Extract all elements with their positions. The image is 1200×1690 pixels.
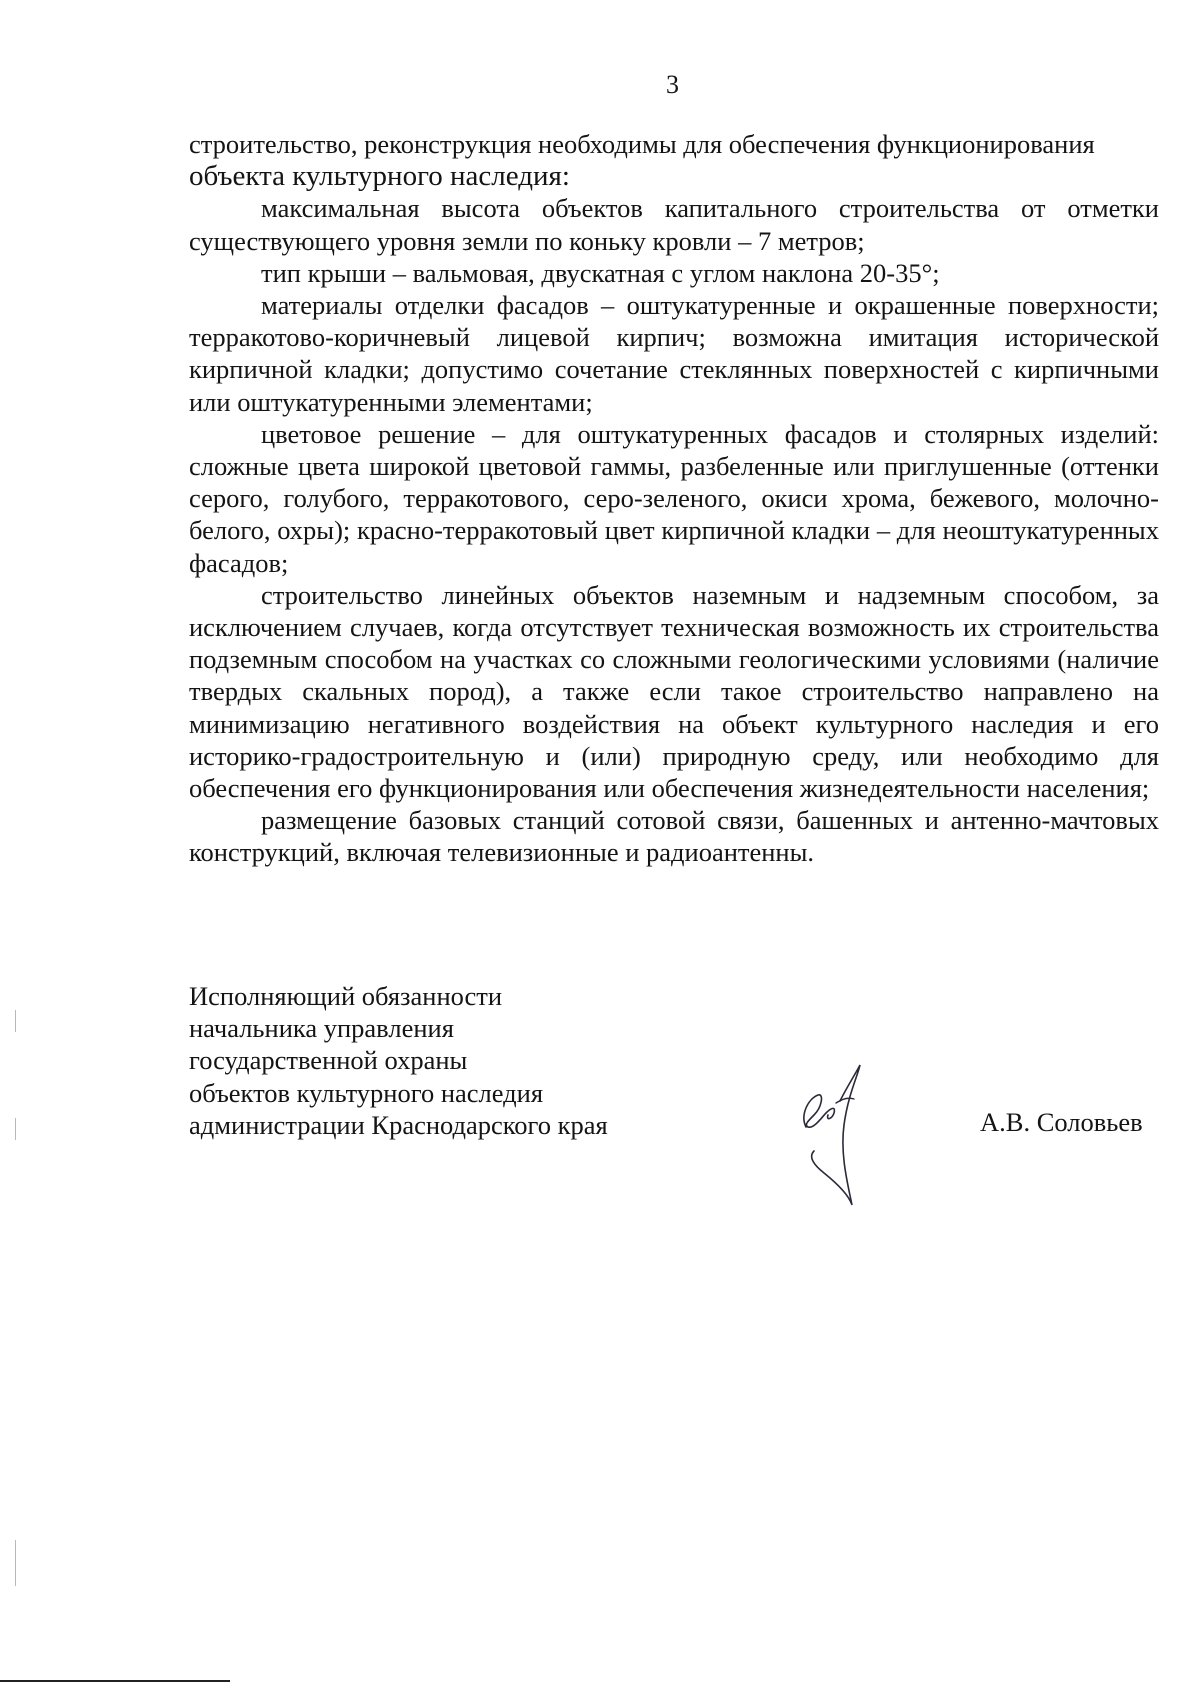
paragraph: размещение базовых станций сотовой связи, башенных и антенно-мачтовых конструкций, включая телевизионные и радиоантенны. bbox=[189, 805, 1159, 868]
document-body bbox=[189, 128, 1159, 869]
margin-mark bbox=[15, 1010, 16, 1032]
signature-title bbox=[189, 980, 608, 1141]
signature-title-line: государственной охраны bbox=[189, 1045, 468, 1076]
signature-title-line: начальника управления bbox=[189, 1013, 454, 1044]
paragraph bbox=[189, 160, 1159, 192]
footer-rule bbox=[0, 1680, 230, 1682]
paragraph: максимальная высота объектов капитального строительства от отметки существующего уровня земли по коньку кровли – 7 метров; bbox=[189, 193, 1159, 256]
paragraph: материалы отделки фасадов – оштукатуренные и окрашенные поверхности; терракотово-коричневый лицевой кирпич; возможна имитация исторической кирпичной кладки; допустимо сочетание стеклянных поверхностей с кирпичными или оштукатуренными элементами; bbox=[189, 290, 1159, 417]
paragraph-text: объекта культурного наследия: bbox=[189, 160, 570, 193]
handwritten-signature bbox=[778, 1055, 878, 1215]
margin-mark bbox=[15, 1540, 16, 1586]
paragraph: строительство линейных объектов наземным и надземным способом, за исключением случаев, когда отсутствует техническая возможность их строительства подземным способом на участках со сложными геологическими условиями (наличие твердых скальных пород), а также если такое строительство направлено на минимизацию негативного воздействия на объект культурного наследия и его историко-градостроительную и (или) природную среду, или необходимо для обеспечения его функционирования или обеспечения жизнедеятельности населения; bbox=[189, 579, 1159, 804]
signature-title-line: администрации Краснодарского края bbox=[189, 1109, 608, 1140]
paragraph: цветовое решение – для оштукатуренных фасадов и столярных изделий: сложные цвета широкой цветовой гаммы, разбеленные или приглушенные (оттенки серого, голубого, терракотового, серо-зеленого, окиси хрома, бежевого, молочно-белого, охры); красно-терракотовый цвет кирпичной кладки – для неоштукатуренных фасадов; bbox=[189, 418, 1159, 578]
page-number: 3 bbox=[666, 70, 679, 99]
margin-mark bbox=[15, 1118, 16, 1140]
signature-title-line: Исполняющий обязанности bbox=[189, 981, 503, 1011]
signature-title-line: объектов культурного наследия bbox=[189, 1077, 544, 1108]
paragraph: строительство, реконструкция необходимы для обеспечения функционирования bbox=[189, 129, 1095, 159]
signer-name: А.В. Соловьев bbox=[980, 1107, 1143, 1137]
paragraph: тип крыши – вальмовая, двускатная с углом наклона 20-35°; bbox=[261, 257, 940, 288]
